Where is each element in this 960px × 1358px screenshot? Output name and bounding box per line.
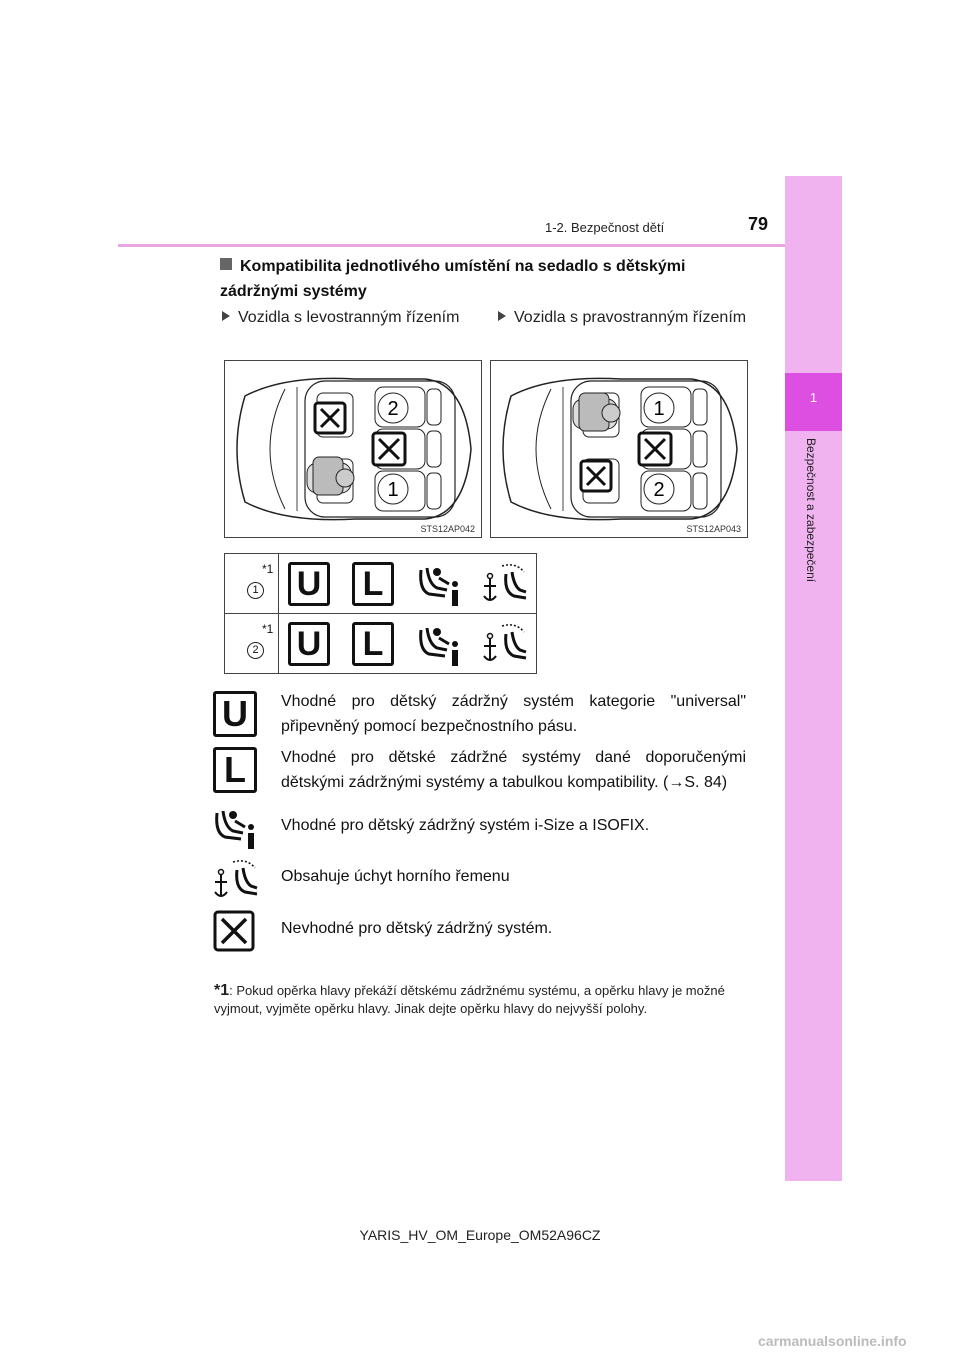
isofix-icon <box>211 804 261 852</box>
car-top-view-icon <box>491 361 747 537</box>
legend-item-universal <box>211 689 751 739</box>
top-tether-icon <box>480 562 530 608</box>
subheading-rhd: Vozidla s pravostranným řízením <box>498 305 748 330</box>
legend-item-isofix <box>211 804 751 852</box>
legend-text: Vhodné pro dětské zádržné systémy dané doporučenými dětskými zádržnými systémy a tabulkou kompatibility. (→S. 84) <box>281 749 746 791</box>
position-number: 1 <box>247 582 264 599</box>
square-bullet-icon <box>220 258 232 270</box>
header-divider <box>118 244 785 247</box>
semi-universal-l-icon: L <box>213 747 257 793</box>
top-tether-icon <box>480 622 530 668</box>
seat-2-label: 2 <box>387 398 399 420</box>
legend-text: Vhodné pro dětský zádržný systém kategorie "universal" připevněný pomocí bezpečnostního pásu. <box>281 693 746 735</box>
section-heading: Kompatibilita jednotlivého umístění na sedadlo s dětskými zádržnými systémy <box>220 258 686 300</box>
car-diagram-rhd <box>490 360 748 538</box>
position-cell <box>225 554 279 613</box>
isofix-icon <box>415 562 465 608</box>
triangle-bullet-icon <box>222 311 230 321</box>
footnote: *1: Pokud opěrka hlavy překáží dětskému zádržnému systému, a opěrku hlavy je možné vyjmout, vyjměte opěrku hlavy. Jinak dejte opěrku hlavy do nejvyšší polohy. <box>214 982 725 1016</box>
top-tether-icon <box>211 858 261 904</box>
chapter-side-tab <box>785 176 842 1181</box>
universal-u-icon: U <box>288 622 330 666</box>
footnote-mark: *1 <box>262 562 274 576</box>
car-diagram-lhd <box>224 360 482 538</box>
x-icon <box>213 910 255 952</box>
table-row <box>225 554 536 614</box>
page-number: 79 <box>748 214 769 234</box>
footnote-mark: *1 <box>262 622 274 636</box>
seat-1-label: 1 <box>387 479 399 501</box>
semi-universal-l-icon: L <box>352 622 394 666</box>
legend-text: Obsahuje úchyt horního řemenu <box>281 868 510 885</box>
watermark: carmanualsonline.info <box>758 1333 907 1349</box>
triangle-bullet-icon <box>498 311 506 321</box>
seat-2-label: 2 <box>653 479 665 501</box>
position-cell <box>225 614 279 673</box>
isofix-icon <box>415 622 465 668</box>
chapter-label: Bezpečnost a zabezpečení <box>804 438 818 583</box>
footnote-mark: *1 <box>214 982 230 999</box>
semi-universal-l-icon: L <box>352 562 394 606</box>
legend-item-unsuitable <box>211 908 751 954</box>
universal-u-icon: U <box>213 691 257 737</box>
section-title: 1-2. Bezpečnost dětí <box>545 220 665 235</box>
compatibility-table <box>224 553 537 674</box>
legend-item-semi-universal <box>211 745 751 795</box>
diagram-code: STS12AP042 <box>420 524 475 534</box>
legend-item-tether <box>211 858 751 904</box>
car-top-view-icon <box>225 361 481 537</box>
document-footer: YARIS_HV_OM_Europe_OM52A96CZ <box>359 1227 601 1243</box>
position-number: 2 <box>247 642 264 659</box>
legend-text: Nevhodné pro dětský zádržný systém. <box>281 920 553 937</box>
diagram-code: STS12AP043 <box>686 524 741 534</box>
chapter-number: 1 <box>809 390 818 405</box>
seat-1-label: 1 <box>653 398 665 420</box>
subheading-lhd: Vozidla s levostranným řízením <box>222 305 459 330</box>
legend-text: Vhodné pro dětský zádržný systém i-Size a ISOFIX. <box>281 817 650 834</box>
table-row <box>225 614 536 673</box>
universal-u-icon: U <box>288 562 330 606</box>
